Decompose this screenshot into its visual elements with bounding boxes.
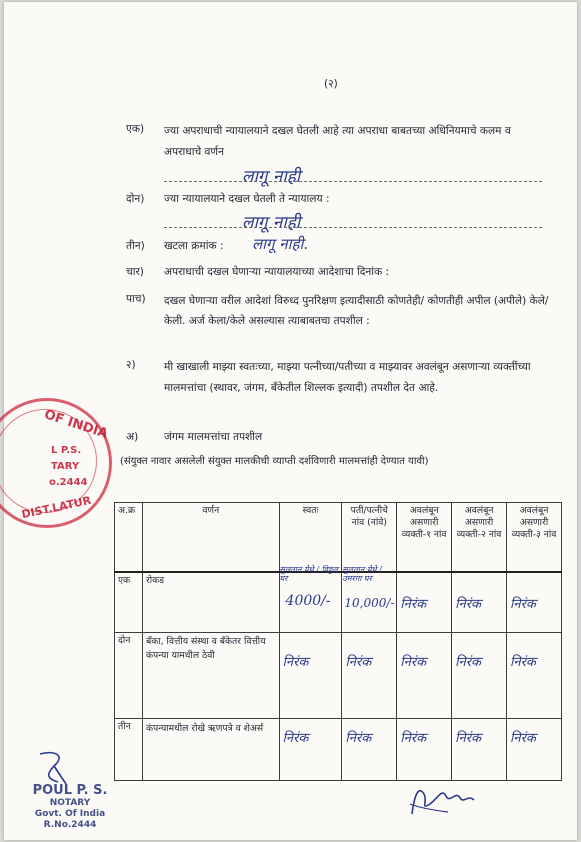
row-1-dependent-3 — [507, 572, 562, 632]
table-row — [115, 632, 562, 718]
stamp-text-notary: TARY — [51, 461, 80, 472]
row-3-self-value: निरंक — [282, 730, 309, 746]
section-title: जंगम मालमत्तांचा तपशील — [164, 431, 263, 443]
row-2-number: दोन — [115, 632, 143, 718]
item-3-number: तीन) — [126, 240, 145, 252]
item-4-text: अपराधाची दखल घेणाऱ्या न्यायालयाच्या आदेशाचा दिनांक : — [164, 266, 390, 278]
row-3-spouse-value: निरंक — [345, 730, 372, 746]
stamp-text-country: OF INDIA — [42, 407, 110, 442]
row-2-dependent-3 — [507, 632, 562, 718]
row-3-d2-value: निरंक — [455, 730, 482, 746]
row-2-d2-value: निरंक — [455, 654, 482, 670]
header-description: वर्णन — [142, 503, 279, 573]
row-3-dependent-2 — [452, 718, 507, 780]
stamp-text-district: DIST.LATUR — [20, 493, 93, 522]
notary-stamp-govt: Govt. Of India — [34, 809, 106, 819]
row-2-description: बँका, वित्तीय संस्था व बँकेतर वित्तीय कंपन्या यामधील ठेवी — [142, 632, 279, 718]
row-2-self — [279, 632, 342, 718]
row-1-spouse-note: सुलतान येथे / उमरगा घर — [342, 565, 382, 583]
row-3-number: तीन — [115, 718, 143, 780]
row-3-d1-value: निरंक — [400, 730, 427, 746]
stamp-text-regno: o.2444 — [49, 477, 88, 488]
table-header-row — [115, 503, 562, 573]
row-1-self-note: सुलतान येथे / विठ्ठल घर — [279, 565, 339, 583]
notary-stamp — [20, 784, 120, 831]
row-1-spouse — [342, 565, 397, 632]
item-1-text: ज्या अपराधाची न्यायालयाने दखल घेतली आहे त्या अपराधा बाबतच्या अधिनियमाचे कलम व अपराधाचे वर्णन — [164, 125, 511, 158]
row-2-spouse — [342, 632, 397, 718]
document-page — [4, 2, 577, 840]
row-2-dependent-2 — [452, 632, 507, 718]
row-3-spouse — [342, 718, 397, 780]
row-2-dependent-1 — [397, 632, 452, 718]
item-3-text: खटला क्रमांक : — [164, 240, 224, 252]
row-1-description: रोकड — [142, 572, 279, 632]
header-spouse: पती/पत्नीचे नांव (नांवे) — [342, 503, 397, 573]
notary-stamp-regno: R.No.2444 — [43, 820, 97, 830]
row-3-dependent-1 — [397, 718, 452, 780]
deponent-signature — [402, 774, 482, 822]
row-3-d3-value: निरंक — [510, 730, 536, 746]
page-number: (२) — [324, 78, 338, 90]
row-1-self — [279, 565, 342, 632]
row-1-d3-value: निरंक — [510, 597, 536, 612]
row-1-d1-value: निरंक — [400, 597, 427, 612]
item-2-number: दोन) — [126, 193, 145, 205]
header-self: स्वतः — [279, 503, 342, 573]
stamp-text-name: L P.S. — [51, 445, 82, 456]
item-5-text: दखल घेणाऱ्या वरील आदेशां विरुध्द पुनरिक्षण इत्यादीसाठी कोणतेही/ कोणतीही अपील (अपीले) केले/केली. अर्ज केला/केले असल्यास त्याबाबतचा तपशील : — [164, 295, 549, 327]
row-1-dependent-1 — [397, 572, 452, 632]
table-row — [115, 572, 562, 632]
item-2main-text: मी खाखाली माझ्या स्वतःच्या, माझ्या पत्नीच्या/पतीच्या व माझ्यावर अवलंबून असणाऱ्या व्यक्तींच्या मालमत्तांचा (स्थावर, जंगम, बँकेतील शिल्लक इत्यादी) तपशील देत आहे. — [164, 361, 531, 394]
handwritten-item-1: लागू नाही — [242, 167, 301, 187]
notary-initials-signature — [34, 748, 74, 788]
row-2-self-value: निरंक — [282, 654, 309, 670]
table-row — [115, 718, 562, 780]
row-2-d3-value: निरंक — [510, 654, 536, 670]
assets-table — [114, 502, 562, 781]
handwritten-item-2: लागू नाही — [242, 213, 301, 233]
header-dependent-3: अवलंबून असणारी व्यक्ती-३ नांव — [507, 503, 562, 573]
row-1-self-value: 4000/- — [285, 593, 331, 609]
item-2main-number: २) — [126, 359, 136, 371]
notary-stamp-title: NOTARY — [49, 798, 91, 808]
blank-line-1 — [164, 181, 542, 182]
row-3-description: कंपन्यामधील रोखे ऋणपत्रे व शेअर्स — [142, 718, 279, 780]
header-serial: अ.क्र — [115, 503, 143, 573]
row-1-dependent-2 — [452, 572, 507, 632]
header-dependent-2: अवलंबून असणारी व्यक्ती-२ नांव — [452, 503, 507, 573]
section-number: अ) — [126, 431, 139, 443]
item-4-number: चार) — [126, 266, 144, 278]
row-3-dependent-3 — [507, 718, 562, 780]
row-2-d1-value: निरंक — [400, 654, 427, 670]
item-5-number: पाच) — [126, 293, 146, 305]
row-3-self — [279, 718, 342, 780]
section-note: (संयुक्त नावार असलेली संयुक्त मालकीची व्याप्ती दर्शविणारी मालमत्तांही देण्यात यावी) — [120, 456, 429, 467]
item-1-number: एक) — [126, 123, 145, 135]
row-1-number: एक — [115, 572, 143, 632]
item-2-text: ज्या न्यायालयाने दखल घेतली ते न्यायालय : — [164, 193, 330, 205]
handwritten-item-3: लागू नाही. — [252, 235, 309, 253]
notary-stamp-name: POUL P. S. — [32, 783, 108, 798]
row-1-spouse-value: 10,000/- — [344, 596, 395, 610]
notary-round-stamp — [0, 398, 112, 528]
header-dependent-1: अवलंबून असणारी व्यक्ती-१ नांव — [397, 503, 452, 573]
row-2-spouse-value: निरंक — [345, 654, 372, 670]
row-1-d2-value: निरंक — [455, 597, 482, 612]
blank-line-2 — [164, 227, 542, 228]
